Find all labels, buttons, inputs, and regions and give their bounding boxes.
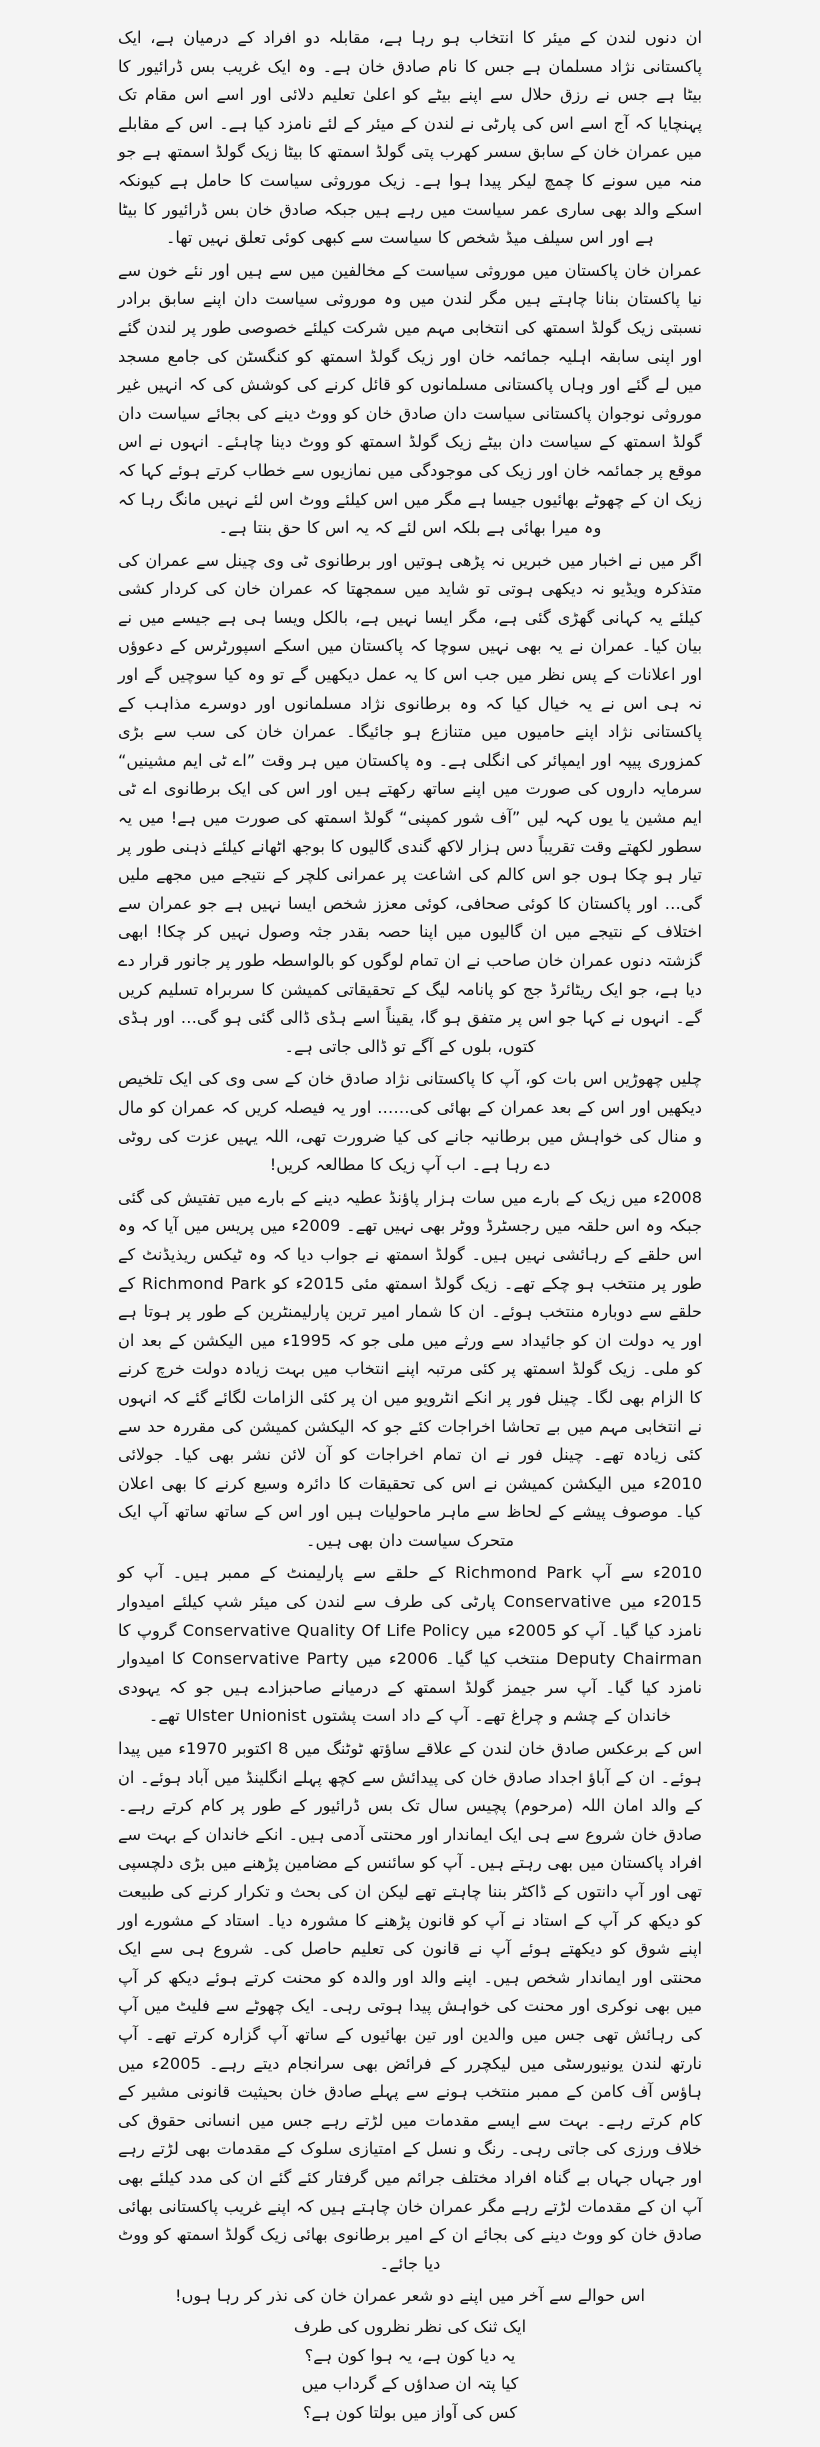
article-paragraph-6: 2010ء سے آپ Richmond Park کے حلقے سے پارلیمنٹ کے ممبر ہیں۔ آپ کو 2015ء میں Conservative پارٹی کی طرف سے لندن کی میئر شپ کیلئے امیدوار نامزد کیا گیا۔ آپ کو 2005ء میں Conservative Quality Of Life Policy گروپ کا Deputy Chairman منتخب کیا گیا۔ 2006ء میں Conservative Party کا امیدوار نامزد کیا گیا۔ آپ سر جیمز گولڈ اسمتھ کے درمیانے صاحبزادے ہیں جو کہ یہودی خاندان کے چشم و چراغ تھے۔ آپ کے داد است پشتوں Ulster Unionist تھے۔ xyxy=(118,1563,703,1726)
article-paragraph-7: اس کے برعکس صادق خان لندن کے علاقے ساؤتھ ٹوٹنگ میں 8 اکتوبر 1970ء میں پیدا ہوئے۔ ان کے آباؤ اجداد صادق خان کی پیدائش سے کچھ پہلے انگلینڈ میں آباد ہوئے۔ ان کے والد امان اللہ (مرحوم) پچیس سال تک بس ڈرائیور کے طور پر کام کرتے رہے۔ صادق خان شروع سے ہی ایک ایماندار اور محنتی آدمی ہیں۔ انکے خاندان کے بہت سے افراد پاکستان میں بھی رہتے ہیں۔ آپ کو سائنس کے مضامین پڑھنے میں بڑی دلچسپی تھی اور آپ دانتوں کے ڈاکٹر بننا چاہتے تھے لیکن ان کی بحث و تکرار کرنے کی طبیعت کو دیکھ کر آپ کے استاد نے آپ کو قانون پڑھنے کا مشورہ دیا۔ استاد کے مشورے اور اپنے شوق کو دیکھتے ہوئے آپ نے قانون کی تعلیم حاصل کی۔ شروع ہی سے ایک محنتی اور ایماندار شخص ہیں۔ اپنے والد اور والدہ کو محنت کرتے ہوئے دیکھ کر آپ میں بھی نوکری اور محنت کی خواہش پیدا ہوتی رہی۔ ایک چھوٹے سے فلیٹ میں آپ کی رہائش تھی جس میں والدین اور تین بھائیوں کے ساتھ آپ گزارہ کرتے تھے۔ آپ نارتھ لندن یونیورسٹی میں لیکچرر کے فرائض بھی سرانجام دیتے رہے۔ 2005ء میں ہاؤس آف کامن کے ممبر منتخب ہونے سے پہلے صادق خان بحیثیت قانونی مشیر کے کام کرتے رہے۔ بہت سے ایسے مقدمات میں لڑتے رہے جس میں انسانی حقوق کی خلاف ورزی کی جاتی رہی۔ رنگ و نسل کے امتیازی سلوک کے مقدمات بھی لڑتے رہے اور جہاں جہاں بے گناہ افراد مختلف جرائم میں گرفتار کئے گئے ان کی مدد کیلئے بھی آپ ان کے مقدمات لڑتے رہے مگر عمران خان چاہتے ہیں کہ اپنے غریب پاکستانی بھائی صادق خان کو ووٹ دینے کی بجائے ان کے امیر برطانوی بھائی زیک گولڈ اسمتھ کو ووٹ دیا جائے۔ xyxy=(118,1739,702,2273)
verse-line-1: ایک ثنک کی نظر نظروں کی طرف xyxy=(293,2316,527,2336)
article-paragraph-1: ان دنوں لندن کے میئر کا انتخاب ہو رہا ہے، مقابلہ دو افراد کے درمیان ہے، ایک پاکستانی نژاد مسلمان ہے جس کا نام صادق خان ہے۔ وہ ایک غریب بس ڈرائیور کا بیٹا ہے جس نے رزق حلال سے اپنے بیٹے کو اعلیٰ تعلیم دلائی اور اسے اس مقام تک پہنچایا کہ آج اسے اس کی پارٹی نے لندن کے میئر کے لئے نامزد کیا ہے۔ اس کے مقابلے میں عمران خان کے سابق سسر کھرب پتی گولڈ اسمتھ کا بیٹا زیک گولڈ اسمتھ ہے جو منہ میں سونے کا چمچ لیکر پیدا ہوا ہے۔ زیک موروثی سیاست کا حامل ہے کیونکہ اسکے والد بھی ساری عمر سیاست میں رہے ہیں جبکہ صادق خان بس ڈرائیور کا بیٹا ہے اور اس سیلف میڈ شخص کا سیاست سے کبھی کوئی تعلق نہیں تھا۔ xyxy=(118,28,702,248)
verse-line-2: یہ دیا کون ہے، یہ ہوا کون ہے؟ xyxy=(304,2345,516,2365)
article-paragraph-4: چلیں چھوڑیں اس بات کو، آپ کا پاکستانی نژاد صادق خان کے سی وی کی ایک تلخیص دیکھیں اور اس کے بعد عمران کے بھائی کی…… اور یہ فیصلہ کریں کہ عمران کو مال و منال کی خواہش میں برطانیہ جانے کی کیا ضرورت تھی، اللہ یہیں عزت کی روٹی دے رہا ہے۔ اب آپ زیک کا مطالعہ کریں! xyxy=(118,1069,702,1175)
article-paragraph-2: عمران خان پاکستان میں موروثی سیاست کے مخالفین میں سے ہیں اور نئے خون سے نیا پاکستان بنانا چاہتے ہیں مگر لندن میں وہ موروثی سیاست دان اپنے سابق برادر نسبتی زیک گولڈ اسمتھ کی انتخابی مہم میں شرکت کیلئے خصوصی طور پر لندن گئے اور اپنی سابقہ اہلیہ جمائمہ خان اور زیک گولڈ اسمتھ کو کنگسٹن کی جامع مسجد میں لے گئے اور وہاں پاکستانی مسلمانوں کو قائل کرنے کی کوشش کی کہ انہیں غیر موروثی نوجوان پاکستانی سیاست دان صادق خان کو ووٹ دینے کی بجائے سیاست دان گولڈ اسمتھ کے سیاست دان بیٹے زیک گولڈ اسمتھ کو ووٹ دینا چاہئے۔ انہوں نے اس موقع پر جمائمہ خان اور زیک کی موجودگی میں نمازیوں سے خطاب کرتے ہوئے کہا کہ زیک ان کے چھوٹے بھائیوں جیسا ہے مگر میں اس کیلئے ووٹ اس لئے نہیں مانگ رہا کہ وہ میرا بھائی ہے بلکہ اس لئے کہ یہ اس کا حق بنتا ہے۔ xyxy=(118,260,702,538)
verse-line-3: کیا پتہ ان صداؤں کے گرداب میں xyxy=(301,2374,519,2394)
article-paragraph-5: 2008ء میں زیک کے بارے میں سات ہزار پاؤنڈ عطیہ دینے کے بارے میں تفتیش کی گئی جبکہ وہ اس حلقہ میں رجسٹرڈ ووٹر بھی نہیں تھے۔ 2009ء میں پریس میں آیا کہ وہ اس حلقے کے رہائشی نہیں ہیں۔ گولڈ اسمتھ نے جواب دیا کہ وہ ٹیکس ریذیڈنٹ کے طور پر منتخب ہو چکے تھے۔ زیک گولڈ اسمتھ مئی 2015ء کو Richmond Park کے حلقے سے دوبارہ منتخب ہوئے۔ ان کا شمار امیر ترین پارلیمنٹرین کے طور پر ہوتا ہے اور یہ دولت ان کو جائیداد سے ورثے میں ملی جو کہ 1995ء میں الیکشن کے بعد ان کو ملی۔ زیک گولڈ اسمتھ پر کئی مرتبہ اپنے انتخاب میں بہت زیادہ دولت خرچ کرنے کا الزام بھی لگا۔ چینل فور پر انکے انٹرویو میں ان پر کئی الزامات لگائے گئے کہ انہوں نے انتخابی مہم میں بے تحاشا اخراجات کئے جو کہ الیکشن کمیشن کی مقررہ حد سے کئی زیادہ تھے۔ چینل فور نے ان تمام اخراجات کو آن لائن نشر بھی کیا۔ جولائی 2010ء میں الیکشن کمیشن نے اس کی تحقیقات کا دائرہ وسیع کرنے کا بھی اعلان کیا۔ موصوف پیشے کے لحاظ سے ماہر ماحولیات ہیں اور اس کے ساتھ ساتھ آپ ایک متحرک سیاست دان بھی ہیں۔ xyxy=(118,1187,703,1550)
closing-couplet xyxy=(118,2313,702,2427)
article-paragraph-3: اگر میں نے اخبار میں خبریں نہ پڑھی ہوتیں اور برطانوی ٹی وی چینل سے عمران کی متذکرہ ویڈیو نہ دیکھی ہوتی تو شاید میں سمجھتا کہ عمران خان کی کردار کشی کیلئے یہ کہانی گھڑی گئی ہے، مگر ایسا نہیں ہے، بالکل ویسا ہی ہے جیسے میں نے بیان کیا۔ عمران نے یہ بھی نہیں سوچا کہ پاکستان میں اسکے اسپورٹرس کے دعوؤں اور اعلانات کے پس نظر میں جب اس کا یہ عمل دیکھیں گے تو وہ کیا سوچیں گے اور نہ ہی اس نے یہ خیال کیا کہ وہ برطانوی نژاد مسلمانوں اور دوسرے مذاہب کے پاکستانی نژاد اپنے حامیوں میں متنازع ہو جائیگا۔ عمران خان کی سب سے بڑی کمزوری پیپہ اور ایمپائر کی انگلی ہے۔ وہ پاکستان میں ہر وقت ”اے ٹی ایم مشینیں“ سرمایہ داروں کی صورت میں اپنے ساتھ رکھتے ہیں اور اس کی ایک برطانوی اے ٹی ایم مشین یا یوں کہہ لیں ”آف شور کمپنی“ گولڈ اسمتھ کی صورت میں ہے! میں یہ سطور لکھتے وقت تقریباً دس ہزار لاکھ گندی گالیوں کا بوجھ اٹھانے کیلئے ذہنی طور پر تیار ہو چکا ہوں جو اس کالم کی اشاعت پر عمرانی کلچر کے نتیجے میں مجھے ملیں گی… اور پاکستان کا کوئی صحافی، کوئی معزز شخص ایسا نہیں ہے جو عمران سے اختلاف کے نتیجے میں ان گالیوں میں اپنا حصہ بقدر جثہ وصول نہیں کر چکا! ابھی گزشتہ دنوں عمران خان صاحب نے ان تمام لوگوں کو بالواسطہ طور پر جانور قرار دے دیا ہے، جو ایک ریٹائرڈ جج کو پانامہ لیگ کے تحقیقاتی کمیشن کا سربراہ تسلیم کریں گے۔ انہوں نے کہا جو اس پر متفق ہو گا، یقیناً اسے ہڈی ڈالی گئی ہو گی… اور ہڈی کتوں، بلوں کے آگے تو ڈالی جاتی ہے۔ xyxy=(118,550,702,1056)
verse-line-4: کس کی آواز میں بولتا کون ہے؟ xyxy=(302,2402,518,2422)
article-closing-line: اس حوالے سے آخر میں اپنے دو شعر عمران خان کی نذر کر رہا ہوں! xyxy=(175,2286,645,2306)
article-body xyxy=(118,24,702,2427)
